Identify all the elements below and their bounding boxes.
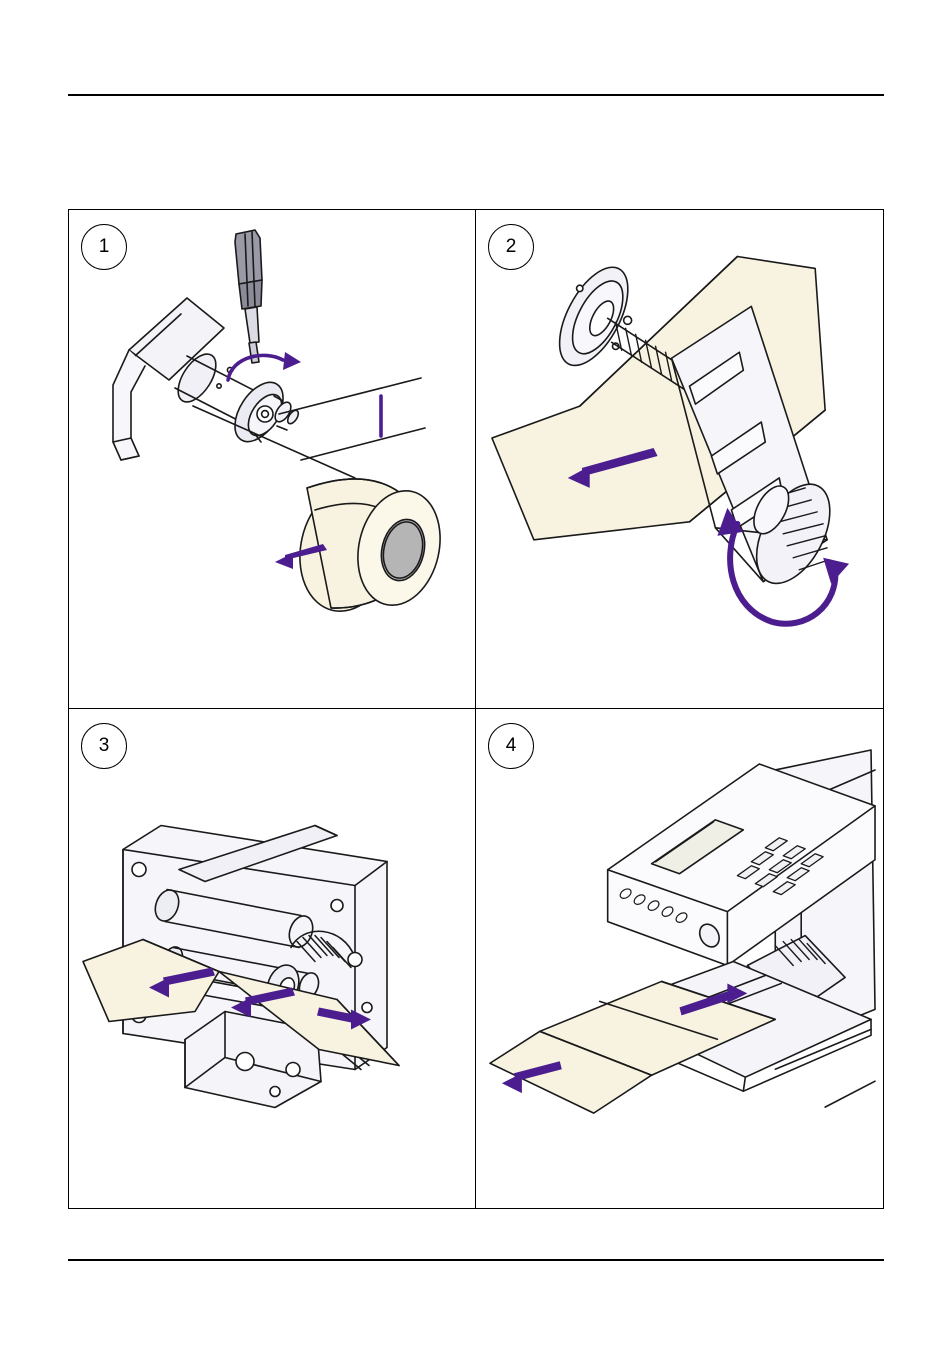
illustration-printer-control-panel [476, 709, 883, 1208]
illustration-printhead-media-path [69, 709, 475, 1208]
step-number-badge-2: 2 [488, 224, 534, 270]
step-number-badge-1: 1 [81, 224, 127, 270]
illustration-media-hub-knob [476, 210, 883, 708]
footer-rule [68, 1259, 884, 1261]
figure-grid [68, 209, 884, 1209]
panel-close-printer-and-feed-labels [476, 709, 883, 1208]
illustration-screwdriver-hub [69, 210, 475, 708]
panel-install-ribbon-core-adapter [69, 210, 476, 709]
header-rule [68, 94, 884, 96]
panel-thread-media-through-printhead [69, 709, 476, 1208]
panel-load-media-roll-on-hub [476, 210, 883, 709]
step-number-badge-3: 3 [81, 723, 127, 769]
step-number-badge-4: 4 [488, 723, 534, 769]
